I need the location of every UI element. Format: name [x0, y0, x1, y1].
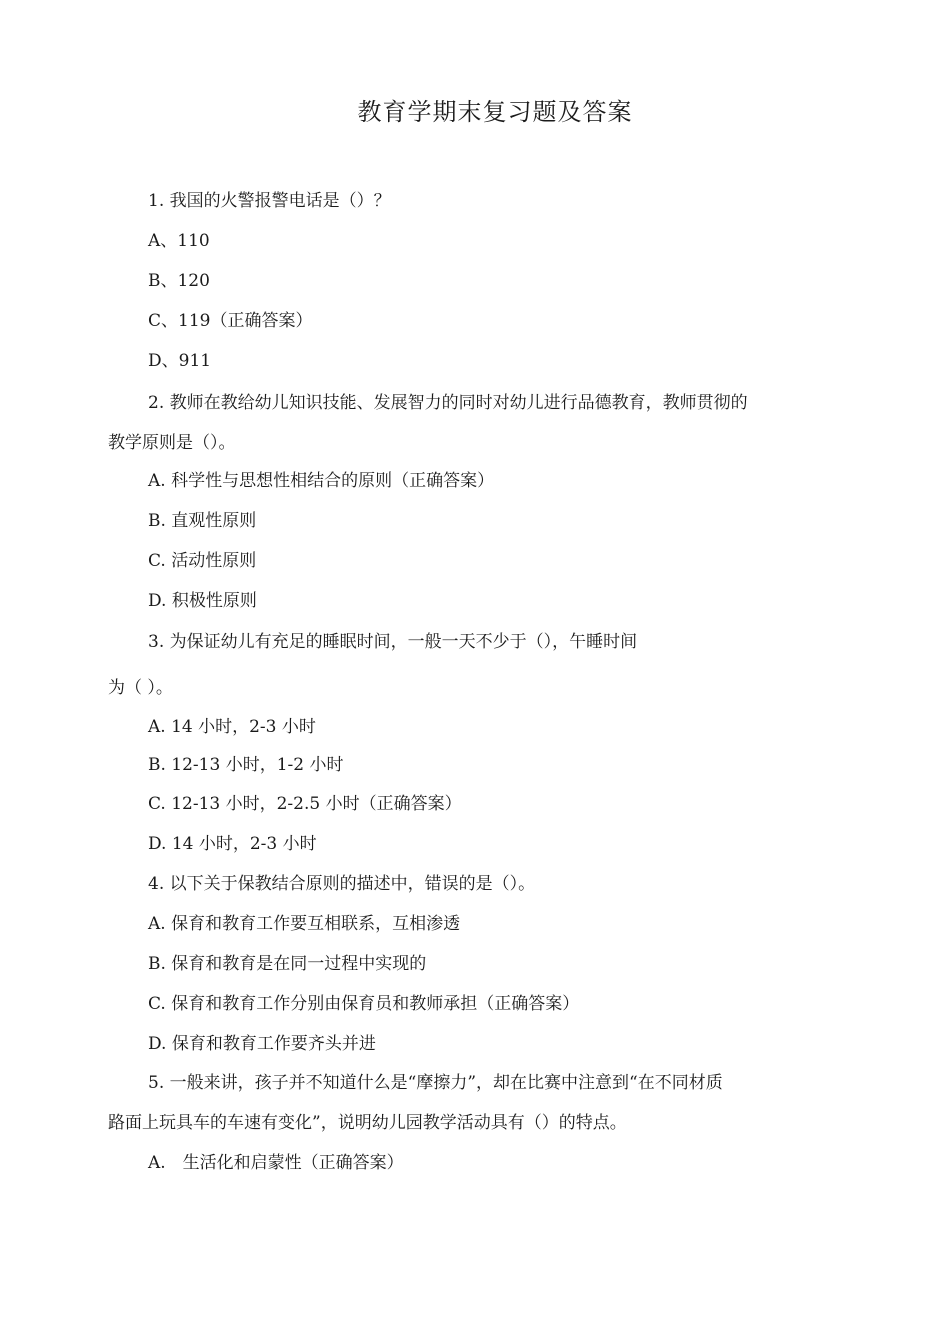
q4-stem: 4. 以下关于保教结合原则的描述中，错误的是（）。	[148, 874, 536, 894]
q4-option-a: A. 保育和教育工作要互相联系，互相渗透	[148, 914, 461, 934]
q3-option-c: C. 12-13 小时，2-2.5 小时（正确答案）	[148, 794, 462, 814]
q3-stem: 3. 为保证幼儿有充足的睡眠时间，一般一天不少于（），午睡时间	[148, 632, 638, 652]
q2-option-b: B. 直观性原则	[148, 511, 257, 531]
q1-stem: 1. 我国的火警报警电话是（）？	[148, 191, 391, 211]
q2-option-c: C. 活动性原则	[148, 551, 257, 571]
q2-stem: 2. 教师在教给幼儿知识技能、发展智力的同时对幼儿进行品德教育，教师贯彻的	[148, 393, 748, 413]
q3-option-d: D. 14 小时，2-3 小时	[148, 834, 317, 854]
q1-option-b: B、120	[148, 271, 210, 291]
q2-option-a: A. 科学性与思想性相结合的原则（正确答案）	[148, 471, 495, 491]
q4-option-c: C. 保育和教育工作分别由保育员和教师承担（正确答案）	[148, 994, 580, 1014]
q4-option-d: D. 保育和教育工作要齐头并进	[148, 1034, 376, 1054]
q1-option-a: A、110	[148, 231, 210, 251]
q3-option-b: B. 12-13 小时，1-2 小时	[148, 755, 344, 775]
q3-option-a: A. 14 小时，2-3 小时	[148, 717, 316, 737]
q2-stem-cont: 教学原则是（）。	[108, 433, 236, 453]
q5-stem-cont: 路面上玩具车的车速有变化”，说明幼儿园教学活动具有（）的特点。	[108, 1113, 627, 1133]
q5-option-a: A. 生活化和启蒙性（正确答案）	[148, 1153, 404, 1173]
q2-option-d: D. 积极性原则	[148, 591, 257, 611]
q4-option-b: B. 保育和教育是在同一过程中实现的	[148, 954, 427, 974]
q3-stem-cont: 为（ ）。	[108, 678, 173, 698]
q5-stem: 5. 一般来讲，孩子并不知道什么是“摩擦力”，却在比赛中注意到“在不同材质	[148, 1073, 723, 1093]
q1-option-d: D、911	[148, 351, 212, 371]
q1-option-c: C、119（正确答案）	[148, 311, 313, 331]
document-title: 教育学期末复习题及答案	[357, 98, 633, 126]
